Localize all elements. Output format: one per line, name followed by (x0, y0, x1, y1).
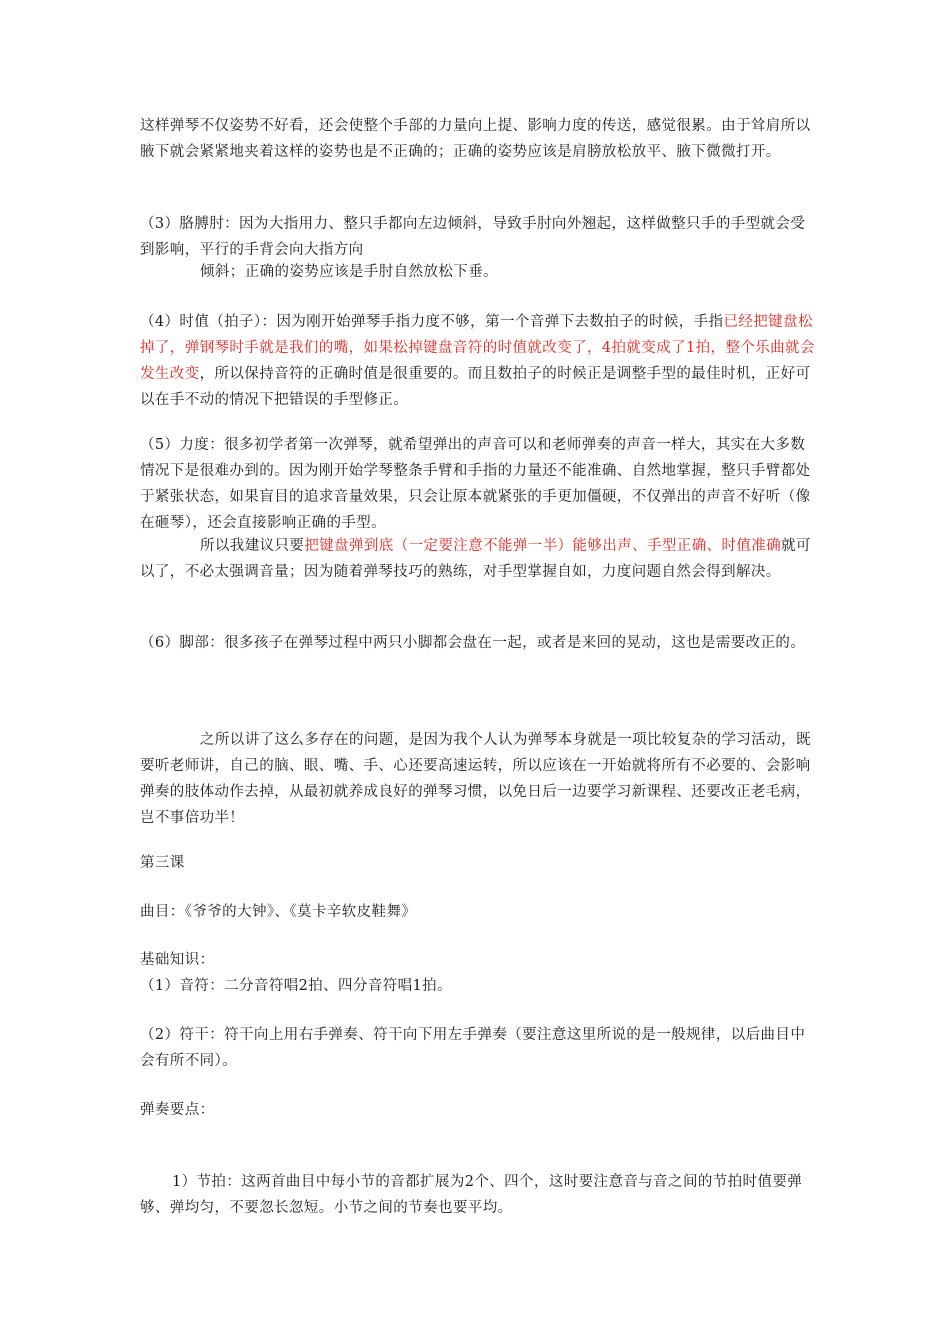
paragraph-stems (140, 1022, 820, 1074)
text-run: 曲目：《爷爷的大钟》、《莫卡辛软皮鞋舞》 (140, 904, 417, 920)
text-run: （1）音符：二分音符唱2拍、四分音符唱1拍。 (140, 978, 452, 994)
basics-heading (140, 947, 820, 973)
playing-points-heading (140, 1097, 820, 1123)
text-run: （3）胳膊肘：因为大指用力、整只手都向左边倾斜，导致手肘向外翘起，这样做整只手的手型就会受到影响，平行的手背会向大指方向 (140, 216, 806, 258)
paragraph-timing (140, 309, 820, 413)
text-run: 就可以了，不必太强调音量；因为随着弹琴技巧的熟练，对手型掌握自如，力度问题自然会得到解决。 (140, 538, 811, 580)
text-run: 所以我建议只要 (200, 538, 305, 554)
paragraph-shoulder-posture (140, 113, 820, 165)
paragraph-dynamics (140, 432, 820, 536)
highlight-text: 把键盘弹到底（一定要注意不能弹一半）能够出声、手型正确、时值准确 (304, 538, 782, 554)
lesson-heading (140, 850, 820, 876)
text-run: 之所以讲了这么多存在的问题，是因为我个人认为弹琴本身就是一项比较复杂的学习活动，既要听老师讲，自己的脑、眼、嘴、手、心还要高速运转，所以应该在一开始就将所有不必要的、会影响弹奏的肢体动作去掉，从最初就养成良好的弹琴习惯，以免日后一边要学习新课程、还要改正老毛病，岂不事倍功半！ (140, 732, 811, 826)
text-run: 弹奏要点： (140, 1102, 215, 1118)
text-run: 这样弹琴不仅姿势不好看，还会使整个手部的力量向上提、影响力度的传送，感觉很累。由于耸肩所以腋下就会紧紧地夹着这样的姿势也是不正确的；正确的姿势应该是肩膀放松放平、腋下微微打开。 (140, 118, 811, 160)
text-run: ，所以保持音符的正确时值是很重要的。而且数拍子的时候正是调整手型的最佳时机，正好可以在手不动的情况下把错误的手型修正。 (140, 366, 811, 408)
text-run: 1）节拍：这两首曲目中每小节的音都扩展为2个、四个，这时要注意音与音之间的节拍时值要弹够、弹均匀，不要忽长忽短。小节之间的节奏也要平均。 (140, 1174, 803, 1216)
paragraph-dynamics-advice (140, 533, 820, 585)
paragraph-repertoire (140, 899, 820, 925)
paragraph-elbow-continued (200, 259, 820, 285)
paragraph-feet (140, 630, 820, 656)
paragraph-elbow (140, 211, 820, 263)
text-run: （6）脚部：很多孩子在弹琴过程中两只小脚都会盘在一起，或者是来回的晃动，这也是需要改正的。 (140, 635, 806, 651)
text-run: （5）力度：很多初学者第一次弹琴，就希望弹出的声音可以和老师弹奏的声音一样大，其实在大多数情况下是很难办到的。因为刚开始学琴整条手臂和手指的力量还不能准确、自然地掌握，整只手臂都处于紧张状态，如果盲目的追求音量效果，只会让原本就紧张的手更加僵硬，不仅弹出的声音不好听（像在砸琴），还会直接影响正确的手型。 (140, 437, 811, 531)
paragraph-summary (140, 727, 820, 831)
text-run: 倾斜；正确的姿势应该是手肘自然放松下垂。 (200, 264, 498, 280)
highlight-text: 弹钢琴时手就是我们的嘴，如果松掉键盘音符的时值就改变了，4拍就变成了1拍，整个乐曲就会发生改变 (140, 340, 815, 382)
paragraph-notes (140, 973, 820, 999)
paragraph-beat (140, 1169, 820, 1221)
text-run: （4）时值（拍子）：因为刚开始弹琴手指力度不够，第一个音弹下去数拍子的时候，手指 (140, 314, 724, 330)
text-run: 第三课 (140, 855, 185, 871)
highlight-text: 已经把键盘松掉了， (140, 314, 813, 356)
text-run: 基础知识： (140, 952, 215, 968)
text-run: （2）符干：符干向上用右手弹奏、符干向下用左手弹奏（要注意这里所说的是一般规律，以后曲目中会有所不同）。 (140, 1027, 806, 1069)
